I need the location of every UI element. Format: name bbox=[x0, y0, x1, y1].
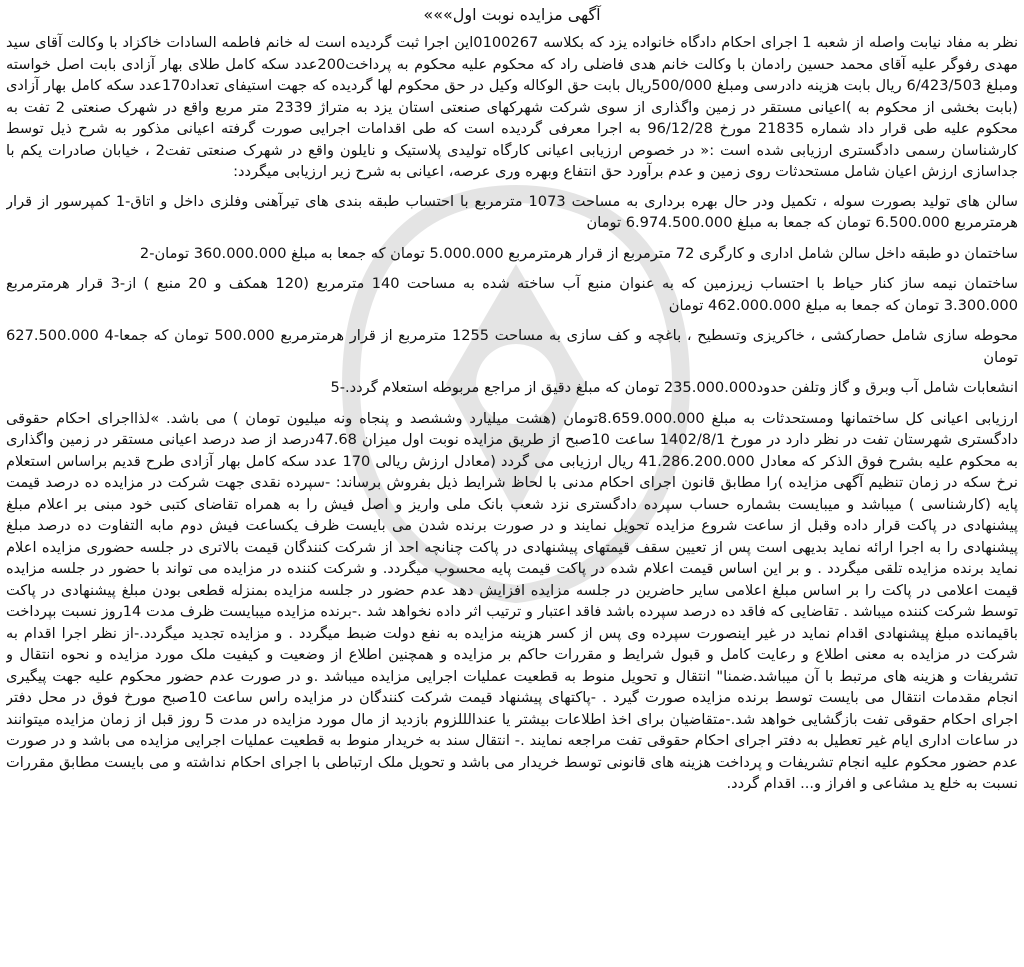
appraisal-item: سالن های تولید بصورت سوله ، تکمیل ودر حال بهره برداری به مساحت 1073 مترمربع با احتساب طبقه بندی های تیرآهنی وفلزی داخل و اتاق-1 کمپرسور از قرار هرمترمربع 6.500.000 تومان که جمعا به مبلغ 6.974.500.000 تومان bbox=[6, 192, 1018, 231]
notice-title: آگهی مزایده نوبت اول»»» bbox=[423, 5, 601, 24]
appraisal-item: ساختمان نیمه ساز کنار حیاط با احتساب زیرزمین که به عنوان منبع آب ساخته شده به مساحت 140 مترمربع (120 همکف و 20 منبع ) از-3 قرار هرمترمربع 3.300.000 تومان که جمعا به مبلغ 462.000.000 تومان bbox=[6, 275, 1018, 314]
appraisal-item: انشعابات شامل آب وبرق و گاز وتلفن حدود235.000.000 تومان که مبلغ دقیق از مراجع مربوطه استعلام گردد.-5 bbox=[330, 379, 1018, 396]
appraisal-item: محوطه سازی شامل حصارکشی ، خاکریزی وتسطیح ، باغچه و کف سازی به مساحت 1255 مترمربع از قرار هرمترمربع 500.000 تومان که جمعا-4 627.500.000 تومان bbox=[6, 327, 1018, 366]
appraisal-item: ساختمان دو طبقه داخل سالن شامل اداری و کارگری 72 مترمربع از قرار هرمترمربع 5.000.000 تومان که جمعا به مبلغ 360.000.000 تومان-2 bbox=[139, 244, 1018, 262]
notice-intro-paragraph: نظر به مفاد نیابت واصله از شعبه 1 اجرای احکام دادگاه خانواده یزد که بکلاسه 0100267این اجرا ثبت گردیده است له خانم فاطمه السادات خاکزاد با وکالت آقای سید مهدی رفوگر علیه آقای محمد حسین رادمان با وکالت خانم هدی فاضلی راد که محکوم علیه محکوم به پرداخت200عدد سکه کامل طلای بهار آزادی بابت اصل خواسته ومبلغ 6/423/503 ریال بابت هزینه دادرسی ومبلغ 500/000ریال بابت حق الوکاله وکیل در حق محکوم لها گردیده که جهت استیفای تعداد170عدد سکه کامل بهار آزادی (بابت بخشی از محکوم به )اعیانی مستقر در زمین واگذاری از سوی شرکت شهرکهای صنعتی استان یزد به متراژ 2339 متر مربع واقع در شهرک صنعتی 2 تفت به محکوم علیه طی قرار داد شماره 21835 مورخ 96/12/28 به اجرا معرفی گردیده است که طی اقدامات اجرایی صورت گرفته اعیانی مذکور به شرح ذیل توسط کارشناسان رسمی دادگستری ارزیابی شده است :« در خصوص ارزیابی اعیانی کارگاه تولیدی پلاستیک و نایلون واقع در شهرک صنعتی تفت2 ، خیابان صادرات یکم با جداسازی ارزش اعیان شامل مستحدثات روی زمین و عدم برآورد حق انتفاع وبهره وری عرصه، اعیانی به شرح زیر ارزیابی میگردد: bbox=[6, 34, 1018, 180]
auction-conditions-paragraph: ارزیابی اعیانی کل ساختمانها ومستحدثات به مبلغ 8.659.000.000تومان (هشت میلیارد وششصد و پنجاه ونه میلیون تومان ) می باشد. »لذااجرای احکام حقوقی دادگستری شهرستان تفت در نظر دارد در مورخ 1402/8/1 ساعت 10صبح از طریق مزایده نوبت اول میزان 47.68درصد از صد درصد اعیانی مستقر در زمین واگذاری به محکوم علیه بشرح فوق الذکر که معادل 41.286.200.000 ریال ارزیابی می گردد (معادل ارزش ریالی 170 عدد سکه کامل بهار آزادی طرح قدیم براساس استعلام نرخ سکه در زمان تنظیم آگهی مزایده )را مطابق قانون اجرای احکام مدنی با لحاظ شرایط ذیل بفروش برساند: -سپرده نقدی جهت شرکت در مزایده ده درصد قیمت پایه (کارشناسی ) میباشد و میبایست بشماره حساب سپرده دادگستری نزد شعب بانک ملی واریز و اصل فیش را به همراه تقاضای کتبی خود مبنی بر اعلام مبلغ پیشنهادی در پاکت قرار داده وقبل از ساعت شروع مزایده تحویل نمایند و در صورت برنده شدن می بایست ظرف یکساعت فیش دوم مابه التفاوت ده درصد مبلغ پیشنهادی را به اجرا ارائه نماید بدیهی است پس از تعیین سقف قیمتهای پیشنهادی در پاکت چنانچه احد از شرکت کنندگان قیمت بالاتری در جلسه حضوری مزایده اعلام نماید برنده مزایده تلقی میگردد . و بر این اساس قیمت اعلام شده در پاکت قیمت پایه محسوب میگردد. و شرکت کننده در مزایده می تواند با حضور در جلسه مزایده قیمت اعلامی در پاکت را بر اساس مبلغ اعلامی سایر حاضرین در جلسه مزایده افزایش دهد عدم حضور در جلسه مزایده بمنزله قطعی بودن مبلغ پیشنهادی در پاکت توسط شرکت کننده میباشد . تقاضایی که فاقد ده درصد سپرده باشد فاقد اعتبار و ترتیب اثر داده نخواهد شد .-برنده مزایده میبایست ظرف مدت 14روز نسبت بپرداخت باقیمانده مبلغ پیشنهادی اقدام نماید در غیر اینصورت سپرده وی پس از کسر هزینه مزایده به نفع دولت ضبط میگردد . و مزایده تجدید میگردد.-از نظر اجرا اقدام به شرکت در مزایده به معنی اطلاع و رعایت کامل و قبول شرایط و مقررات حاکم بر مزایده و همچنین اطلاع از وضعیت و کیفیت ملک مورد مزایده و نحوه انتقال و تشریفات و هزینه های مرتبط با آن میباشد.ضمنا" انتقال و تحویل منوط به قطعیت عملیات اجرایی مزایده میباشد .و در صورت عدم حضور محکوم علیه جهت پیگیری انجام مقدمات انتقال می بایست توسط برنده مزایده صورت گیرد . -پاکتهای پیشنهاد قیمت شرکت کنندگان در مزایده راس ساعت 10صبح مورخ فوق در محل دفتر اجرای احکام حقوقی تفت بازگشایی خواهد شد.-متقاضیان برای اخذ اطلاعات بیشتر یا عندالللزوم بازدید از مال مورد مزایده در مدت 5 روز قبل از زمان مزایده میتوانند در ساعات اداری ایام غیر تعطیل به دفتر اجرای احکام حقوقی تفت مراجعه نمایند .- انتقال سند به خریدار منوط به قطعیت عملیات اجرایی مزایده می باشد و در صورت عدم حضور محکوم علیه انجام تشریفات و پرداخت هزینه های قانونی توسط خریدار می باشد و تحویل ملک ارتباطی با اجرای احکام نداشته و می بایست مطابق مقررات نسبت به خلع ید مشاعی و افراز و... اقدام گردد. bbox=[6, 409, 1018, 792]
appraisal-items-list bbox=[6, 191, 1018, 399]
notice-page bbox=[6, 4, 1018, 962]
